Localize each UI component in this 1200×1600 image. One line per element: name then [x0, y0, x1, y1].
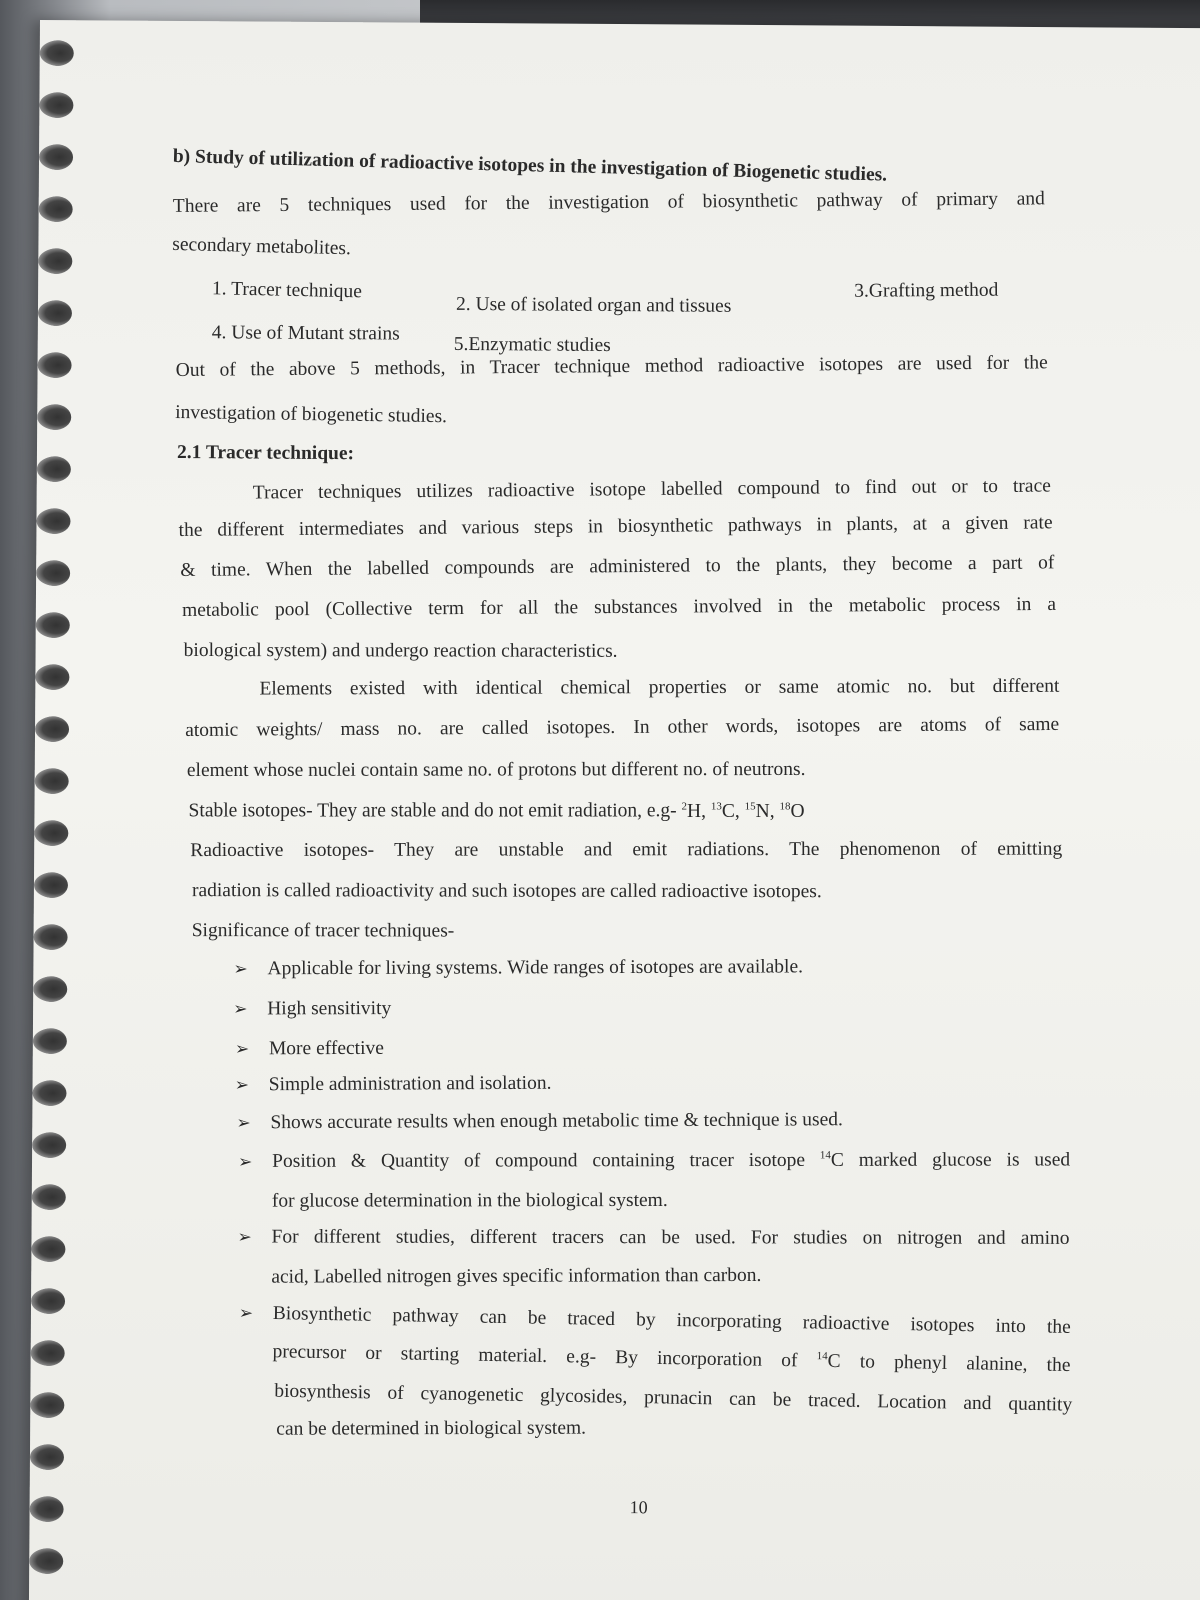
- technique-1: 1. Tracer technique: [211, 278, 363, 303]
- significance-bullet-line: [276, 1418, 586, 1441]
- para2-line-2: atomic weights/ mass no. are called isotopes. In other words, isotopes are atoms of same: [185, 713, 1060, 742]
- para1-line-2: the different intermediates and various steps in biosynthetic pathways in plants, at a given rate: [178, 512, 1053, 541]
- arrow-bullet-icon: ➢: [237, 1227, 252, 1248]
- binding-hole: [30, 1496, 64, 1522]
- bullet-text: precursor or starting material. e.g- By incorporation of: [272, 1341, 817, 1372]
- significance-bullet-line: [271, 1265, 761, 1289]
- para1-line-1: Tracer techniques utilizes radioactive isotope labelled compound to find out or to trace: [252, 475, 1051, 504]
- bullet-text: Shows accurate results when enough metabolic time & technique is used.: [270, 1109, 843, 1134]
- binding-hole: [34, 820, 68, 846]
- significance-bullet-line: [274, 1381, 1072, 1417]
- significance-bullet-line: [235, 1038, 384, 1061]
- isotope-symbol: N: [755, 800, 770, 822]
- significance-bullet-line: [238, 1149, 1070, 1173]
- binding-hole: [39, 92, 73, 118]
- binding-holes: [29, 20, 110, 1600]
- binding-hole: [30, 1392, 64, 1418]
- subheading-tracer: 2.1 Tracer technique:: [176, 441, 355, 465]
- radioactive-line-2: radiation is called radioactivity and such isotopes are called radioactive isotopes.: [191, 880, 822, 903]
- binding-hole: [32, 1184, 66, 1210]
- isotope-mass: 14: [816, 1350, 828, 1363]
- isotope-symbol: C: [721, 800, 735, 822]
- binding-hole: [33, 976, 67, 1002]
- arrow-bullet-icon: ➢: [238, 1151, 253, 1172]
- bullet-text: C marked glucose is used: [830, 1149, 1071, 1171]
- stable-isotopes-text: Stable isotopes- They are stable and do not emit radiation, e.g-: [188, 800, 677, 822]
- bullet-text: Simple administration and isolation.: [268, 1072, 552, 1096]
- section-heading: b) Study of utilization of radioactive isotopes in the investigation of Biogenetic studies.: [172, 145, 888, 186]
- binding-hole: [30, 1444, 64, 1470]
- technique-4: 4. Use of Mutant strains: [211, 322, 400, 345]
- technique-3: 3.Grafting method: [854, 279, 999, 302]
- arrow-bullet-icon: ➢: [234, 1039, 250, 1060]
- isotope: , $^{18}$O: [769, 800, 805, 822]
- significance-bullet-line: [233, 956, 803, 980]
- arrow-bullet-icon: ➢: [234, 1075, 250, 1096]
- bullet-text: Applicable for living systems. Wide ranges of isotopes are available.: [267, 956, 804, 980]
- binding-hole: [37, 456, 71, 482]
- binding-hole: [29, 1548, 63, 1574]
- arrow-bullet-icon: ➢: [233, 999, 248, 1020]
- isotope-mass: 13: [710, 800, 722, 813]
- significance-bullet-line: [235, 1073, 552, 1097]
- isotope-mass: 15: [744, 800, 756, 813]
- technique-2: 2. Use of isolated organ and tissues: [455, 293, 732, 317]
- document-page: [29, 20, 1200, 1600]
- isotope: , $^{15}$N: [734, 800, 770, 822]
- arrow-bullet-icon: ➢: [236, 1113, 251, 1134]
- bullet-text: C to phenyl alanine, the: [827, 1350, 1071, 1377]
- significance-bullet-line: [233, 998, 391, 1020]
- bullet-text: can be determined in biological system.: [276, 1417, 587, 1440]
- stable-isotope-list: [682, 801, 805, 822]
- binding-hole: [36, 612, 70, 638]
- binding-hole: [31, 1288, 65, 1314]
- binding-hole: [35, 716, 69, 742]
- page-content: [139, 116, 1073, 1518]
- para1-line-3: & time. When the labelled compounds are administered to the plants, they become a part of: [180, 552, 1055, 581]
- binding-hole: [36, 560, 70, 586]
- arrow-bullet-icon: ➢: [238, 1303, 254, 1324]
- significance-bullet-line: [238, 1226, 1070, 1249]
- intro-line-1: There are 5 techniques used for the investigation of biosynthetic pathway of primary and: [172, 188, 1045, 217]
- isotope-mass: 18: [779, 800, 791, 813]
- significance-bullet-line: [272, 1341, 1070, 1377]
- binding-hole: [31, 1236, 65, 1262]
- binding-hole: [40, 40, 74, 66]
- significance-bullet-line: [236, 1109, 843, 1134]
- page-number: 10: [629, 1497, 648, 1518]
- bullet-text: High sensitivity: [267, 998, 392, 1020]
- bullet-text: Position & Quantity of compound containing tracer isotope: [272, 1149, 820, 1172]
- para2-line-1: Elements existed with identical chemical properties or same atomic no. but different: [259, 675, 1060, 700]
- binding-hole: [33, 1028, 67, 1054]
- binding-hole: [38, 300, 72, 326]
- binding-hole: [38, 352, 72, 378]
- radioactive-line-1: Radioactive isotopes- They are unstable and emit radiations. The phenomenon of emitting: [190, 838, 1063, 862]
- isotope-symbol: O: [790, 800, 805, 822]
- binding-hole: [37, 404, 71, 430]
- para1-line-4: metabolic pool (Collective term for all the substances involved in the metabolic process in a: [181, 593, 1057, 622]
- para2-line-3: element whose nuclei contain same no. of protons but different no. of neutrons.: [186, 758, 806, 782]
- isotope-mass: 2: [681, 800, 688, 813]
- bullet-text: For different studies, different tracers can be used. For studies on nitrogen and amino: [271, 1226, 1070, 1249]
- binding-hole: [38, 248, 72, 274]
- binding-hole: [35, 768, 69, 794]
- out-line-1: Out of the above 5 methods, in Tracer technique method radioactive isotopes are used for the: [175, 352, 1048, 381]
- binding-hole: [35, 664, 69, 690]
- significance-bullet-line: [272, 1190, 668, 1213]
- bullet-text: for glucose determination in the biological system.: [271, 1189, 668, 1212]
- bullet-text: acid, Labelled nitrogen gives specific information than carbon.: [271, 1264, 762, 1288]
- stable-isotopes-line: [189, 800, 805, 823]
- binding-hole: [31, 1340, 65, 1366]
- isotope: [682, 801, 702, 822]
- binding-hole: [32, 1080, 66, 1106]
- out-line-2: investigation of biogenetic studies.: [175, 401, 448, 428]
- isotope-mass: 14: [819, 1149, 831, 1162]
- binding-hole: [36, 508, 70, 534]
- bullet-text: Biosynthetic pathway can be traced by incorporating radioactive isotopes into the: [272, 1303, 1071, 1338]
- technique-5: 5.Enzymatic studies: [453, 333, 611, 356]
- isotope: , $^{13}$C: [701, 800, 735, 822]
- intro-line-2: secondary metabolites.: [171, 233, 352, 260]
- significance-heading: Significance of tracer techniques-: [191, 920, 455, 942]
- binding-hole: [32, 1132, 66, 1158]
- significance-bullet-line: [239, 1302, 1071, 1339]
- bullet-text: More effective: [268, 1037, 384, 1060]
- bullet-text: biosynthesis of cyanogenetic glycosides, prunacin can be traced. Location and quantity: [274, 1380, 1073, 1416]
- para1-line-5: biological system) and undergo reaction characteristics.: [183, 640, 618, 662]
- arrow-bullet-icon: ➢: [233, 959, 248, 980]
- binding-hole: [39, 144, 73, 170]
- binding-hole: [34, 872, 68, 898]
- binding-hole: [39, 196, 73, 222]
- isotope-symbol: H: [687, 800, 702, 822]
- binding-hole: [34, 924, 68, 950]
